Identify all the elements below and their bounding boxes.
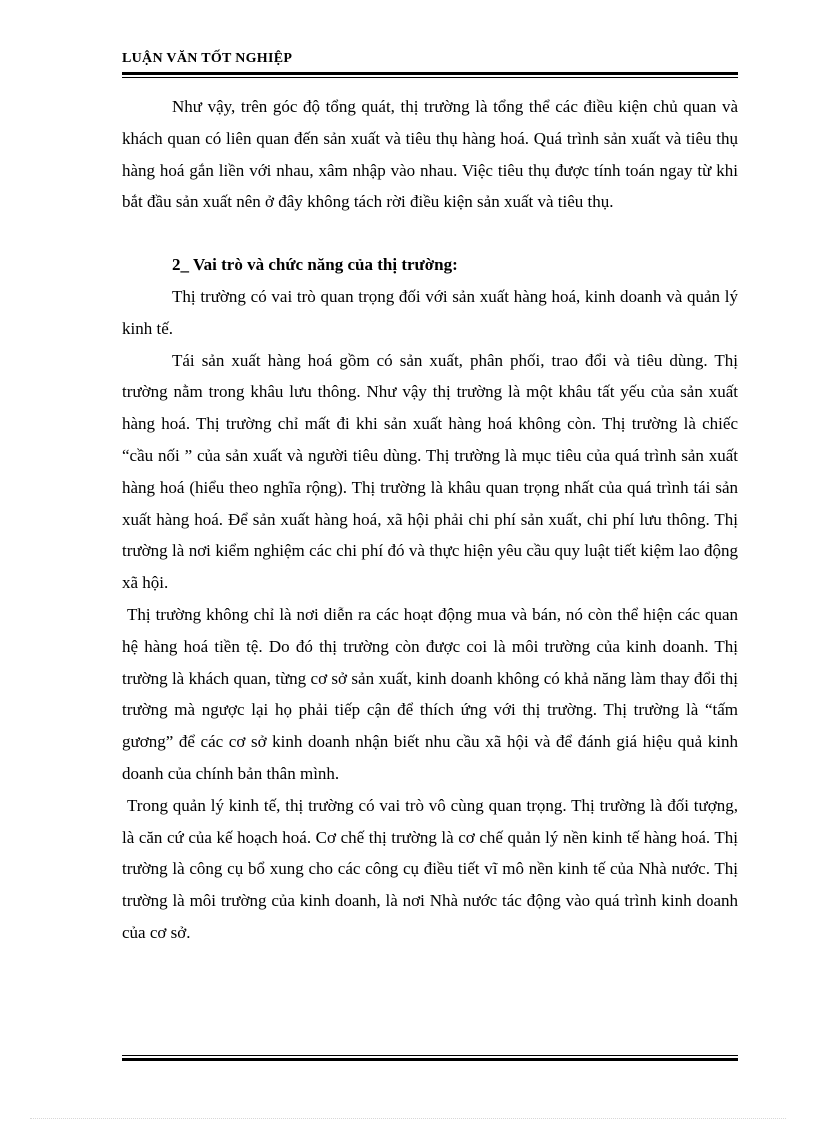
paragraph: Thị trường có vai trò quan trọng đối với sản xuất hàng hoá, kinh doanh và quản lý kinh tế. [122, 286, 738, 338]
footer-rule-thin [122, 1055, 738, 1056]
page-edge-divider [30, 1118, 786, 1119]
paragraph: Trong quản lý kinh tế, thị trường có vai trò vô cùng quan trọng. Thị trường là đối tượng, là căn cứ của kế hoạch hoá. Cơ chế thị trường là cơ chế quản lý nền kinh tế hàng hoá. Thị trường là công cụ bổ xung cho các công cụ điều tiết vĩ mô nền kinh tế của Nhà nước. Thị trường là môi trường của kinh doanh, là nơi Nhà nước tác động vào quá trình kinh doanh của cơ sở. [122, 795, 738, 942]
paragraph-spacer [122, 218, 738, 249]
header-rule-thin [122, 77, 738, 78]
section-heading: 2_ Vai trò và chức năng của thị trường: [172, 255, 458, 275]
footer-rule-thick [122, 1058, 738, 1061]
paragraph: Tái sản xuất hàng hoá gồm có sản xuất, phân phối, trao đổi và tiêu dùng. Thị trường nằm trong khâu lưu thông. Như vậy thị trường là một khâu tất yếu của sản xuất hàng hoá. Thị trường chỉ mất đi khi sản xuất hàng hoá không còn. Thị trường là chiếc “cầu nối ” của sản xuất và người tiêu dùng. Thị trường là mục tiêu của quá trình sản xuất hàng hoá (hiểu theo nghĩa rộng). Thị trường là khâu quan trọng nhất của quá trình tái sản xuất hàng hoá. Để sản xuất hàng hoá, xã hội phải chi phí sản xuất, chi phí lưu thông. Thị trường là nơi kiểm nghiệm các chi phí đó và thực hiện yêu cầu quy luật tiết kiệm lao động xã hội. [122, 350, 738, 593]
paragraph: Thị trường không chỉ là nơi diễn ra các hoạt động mua và bán, nó còn thể hiện các quan hệ hàng hoá tiền tệ. Do đó thị trường còn được coi là môi trường của kinh doanh. Thị trường là khách quan, từng cơ sở sản xuất, kinh doanh không có khả năng làm thay đổi thị trường mà ngược lại họ phải tiếp cận để thích ứng với thị trường. Thị trường là “tấm gương” để các cơ sở kinh doanh nhận biết nhu cầu xã hội và để đánh giá hiệu quả kinh doanh của chính bản thân mình. [122, 604, 738, 783]
paragraph: Như vậy, trên góc độ tổng quát, thị trường là tổng thể các điều kiện chủ quan và khách quan có liên quan đến sản xuất và tiêu thụ hàng hoá. Quá trình sản xuất và tiêu thụ hàng hoá gắn liền với nhau, xâm nhập vào nhau. Việc tiêu thụ được tính toán ngay từ khi bắt đầu sản xuất nên ở đây không tách rời điều kiện sản xuất và tiêu thụ. [122, 97, 738, 212]
document-body [122, 91, 738, 949]
header-rule-thick [122, 72, 738, 75]
header-title: LUẬN VĂN TỐT NGHIỆP [122, 51, 293, 66]
